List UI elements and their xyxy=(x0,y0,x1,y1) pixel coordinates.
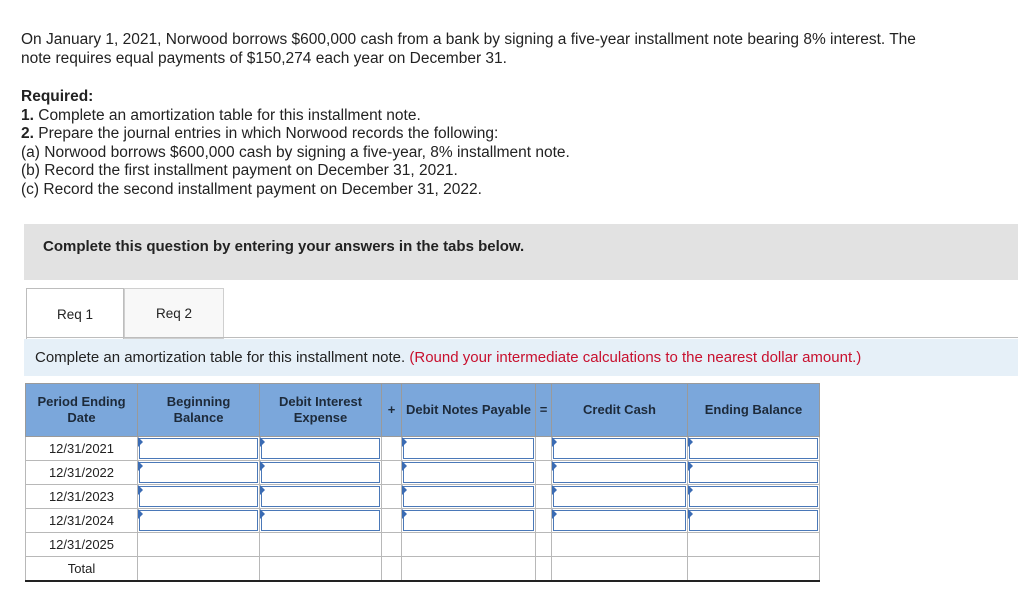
empty-cell xyxy=(688,533,820,557)
row-total-label: Total xyxy=(26,557,138,582)
row-date: 12/31/2025 xyxy=(26,533,138,557)
problem-line-1: On January 1, 2021, Norwood borrows $600,000 cash from a bank by signing a five-year installment note bearing 8% interest. The xyxy=(21,31,916,48)
instruction-text: Complete an amortization table for this installment note. xyxy=(35,349,406,366)
credit-cash-input[interactable] xyxy=(552,485,688,509)
empty-cell xyxy=(402,533,536,557)
problem-line-2: note requires equal payments of $150,274 each year on December 31. xyxy=(21,50,507,67)
interest-expense-input[interactable] xyxy=(260,485,382,509)
tab-req-2[interactable]: Req 2 xyxy=(124,288,224,339)
empty-cell xyxy=(260,533,382,557)
notes-payable-input[interactable] xyxy=(402,485,536,509)
required-item-1: 1. Complete an amortization table for this installment note. xyxy=(21,106,421,124)
empty-cell xyxy=(138,557,260,582)
empty-cell xyxy=(260,557,382,582)
interest-expense-input[interactable] xyxy=(260,437,382,461)
beginning-balance-input[interactable] xyxy=(138,509,260,533)
tabs-instruction-banner xyxy=(24,224,1018,280)
table-row xyxy=(26,461,820,485)
interest-expense-input[interactable] xyxy=(260,509,382,533)
tab-divider xyxy=(26,337,1018,338)
interest-expense-input[interactable] xyxy=(260,461,382,485)
notes-payable-input[interactable] xyxy=(402,461,536,485)
row-date: 12/31/2024 xyxy=(26,509,138,533)
empty-cell xyxy=(138,533,260,557)
header-beginning-balance: Beginning Balance xyxy=(138,384,260,437)
empty-cell xyxy=(688,557,820,582)
beginning-balance-input[interactable] xyxy=(138,485,260,509)
header-credit-cash: Credit Cash xyxy=(552,384,688,437)
header-debit-notes-payable: Debit Notes Payable xyxy=(402,384,536,437)
header-equals-operator: = xyxy=(536,384,552,437)
table-row xyxy=(26,509,820,533)
credit-cash-input[interactable] xyxy=(552,461,688,485)
problem-statement xyxy=(21,30,1011,68)
empty-cell xyxy=(552,533,688,557)
tab-req-1[interactable]: Req 1 xyxy=(26,288,124,340)
credit-cash-input[interactable] xyxy=(552,509,688,533)
table-row xyxy=(26,533,820,557)
credit-cash-input[interactable] xyxy=(552,437,688,461)
empty-cell xyxy=(552,557,688,582)
header-debit-interest-expense: Debit Interest Expense xyxy=(260,384,382,437)
required-section xyxy=(21,88,570,199)
required-subitem-a: (a) Norwood borrows $600,000 cash by signing a five-year, 8% installment note. xyxy=(21,143,570,161)
ending-balance-input[interactable] xyxy=(688,437,820,461)
notes-payable-input[interactable] xyxy=(402,437,536,461)
header-period-ending-date: Period Ending Date xyxy=(26,384,138,437)
ending-balance-input[interactable] xyxy=(688,461,820,485)
notes-payable-input[interactable] xyxy=(402,509,536,533)
banner-text: Complete this question by entering your answers in the tabs below. xyxy=(43,238,525,255)
required-item-2: 2. Prepare the journal entries in which Norwood records the following: xyxy=(21,125,499,142)
header-ending-balance: Ending Balance xyxy=(688,384,820,437)
amortization-table xyxy=(25,383,820,582)
required-subitem-b: (b) Record the first installment payment on December 31, 2021. xyxy=(21,162,458,179)
table-row-total xyxy=(26,557,820,582)
empty-cell xyxy=(402,557,536,582)
beginning-balance-input[interactable] xyxy=(138,437,260,461)
row-date: 12/31/2021 xyxy=(26,437,138,461)
row-date: 12/31/2023 xyxy=(26,485,138,509)
table-row xyxy=(26,437,820,461)
row-date: 12/31/2022 xyxy=(26,461,138,485)
required-subitem-c: (c) Record the second installment payment on December 31, 2022. xyxy=(21,180,482,198)
header-plus-operator: + xyxy=(382,384,402,437)
instruction-bar xyxy=(24,339,1018,376)
rounding-note: (Round your intermediate calculations to the nearest dollar amount.) xyxy=(409,349,862,366)
ending-balance-input[interactable] xyxy=(688,509,820,533)
table-row xyxy=(26,485,820,509)
beginning-balance-input[interactable] xyxy=(138,461,260,485)
ending-balance-input[interactable] xyxy=(688,485,820,509)
required-heading: Required: xyxy=(21,88,94,105)
